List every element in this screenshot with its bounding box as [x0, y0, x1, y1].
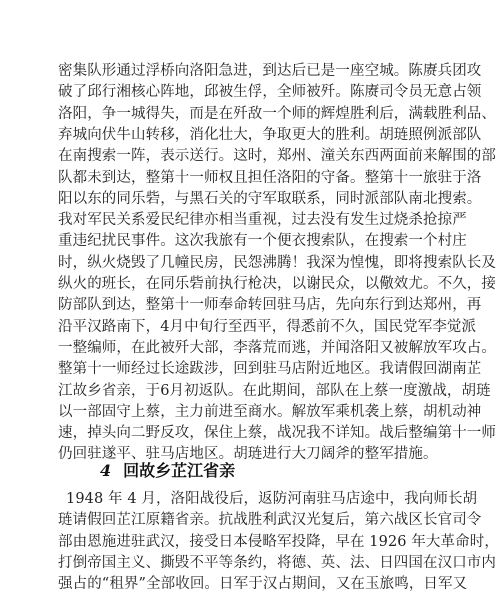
text-line: 我对军民关系爱民纪律亦相当重视，过去没有发生过烧杀抢掠严 — [58, 212, 467, 229]
section-number: 4 — [100, 461, 112, 480]
text-line: 速，掉头向二野反攻，保住上蔡，战况我不详知。战后整编第十一师 — [58, 425, 496, 442]
text-line: 仍回驻遂平、驻马店地区。胡琏进行大刀阔斧的整军措施。 — [58, 446, 438, 463]
text-line: 江故乡省亲，于6月初返队。在此期间，部队在上蔡一度激战，胡琏 — [58, 382, 491, 399]
text-line: 一整编师，在此被歼大部，李落荒而逃，并闻洛阳又被解放军攻占。 — [58, 339, 496, 356]
section-title: 回故乡芷江省亲 — [123, 461, 236, 480]
text-line: 在南搜索一阵，表示送行。这时，郑州、潼关东西两面前来解围的部 — [58, 148, 496, 165]
text-line: 阳以东的同乐砦，与黑石关的守军取联系，同时派部队南北搜索。 — [58, 190, 482, 207]
text-line: 沿平汉路南下，4月中旬行至西平，得悉前不久，国民党军李觉派 — [58, 318, 477, 335]
text-line: 以一部固守上蔡，主力前进至商水。解放军乘机袭上蔡，胡机动神 — [58, 403, 482, 420]
text-line: 防部队到达，整第十一师奉命转回驻马店，先向东行到达郑州，再 — [58, 297, 482, 314]
section-heading — [100, 460, 235, 482]
text-line: 强占的“租界”全部收回。日军于汉占期间，又在玉旅鸣，日军又 — [58, 576, 468, 593]
text-line: 密集队形通过浮桥向洛阳急进，到达后已是一座空城。陈赓兵团攻 — [58, 63, 482, 79]
text-line: 琏请假回芷江原籍省亲。抗战胜利武汉光复后，第六战区长官司令 — [58, 512, 482, 529]
text-line: 重违纪扰民事件。这次我旅有一个便衣搜索队，在搜索一个村庄 — [58, 233, 467, 250]
text-line: 时，纵火烧毁了几幢民房，民怨沸腾！我深为惶愧，即将搜索队长及 — [58, 254, 496, 271]
text-line: 整第十一师经过长途跋涉，回到驻马店附近地区。我请假回湖南芷 — [58, 361, 482, 378]
text-line: 1948 年 4 月，洛阳战役后，返防河南驻马店途中，我向师长胡 — [66, 491, 478, 507]
text-line: 打倒帝国主义、撕毁不平等条约，将德、英、法、日四国在汉口市内 — [58, 554, 496, 571]
text-line: 弃城向伏牛山转移，消化壮大，争取更大的胜利。胡琏照例派部队 — [58, 126, 482, 143]
text-line: 队都未到达，整第十一师权且担任洛阳的守备。整第十一旅驻于洛 — [58, 169, 482, 186]
text-line: 洛阳，争一城得失，而是在歼敌一个师的辉煌胜利后，满载胜利品、 — [58, 105, 496, 122]
text-line: 部由恩施进驻武汉，接受日本侵略军投降，早在 1926 年大革命时， — [58, 533, 499, 550]
text-line: 破了邱行湘核心阵地，邱被生俘，全师被歼。陈赓司令员无意占领 — [58, 84, 482, 101]
text-line: 纵火的班长，在同乐砦前执行枪决，以谢民众，以儆效尤。不久，接 — [58, 276, 496, 292]
